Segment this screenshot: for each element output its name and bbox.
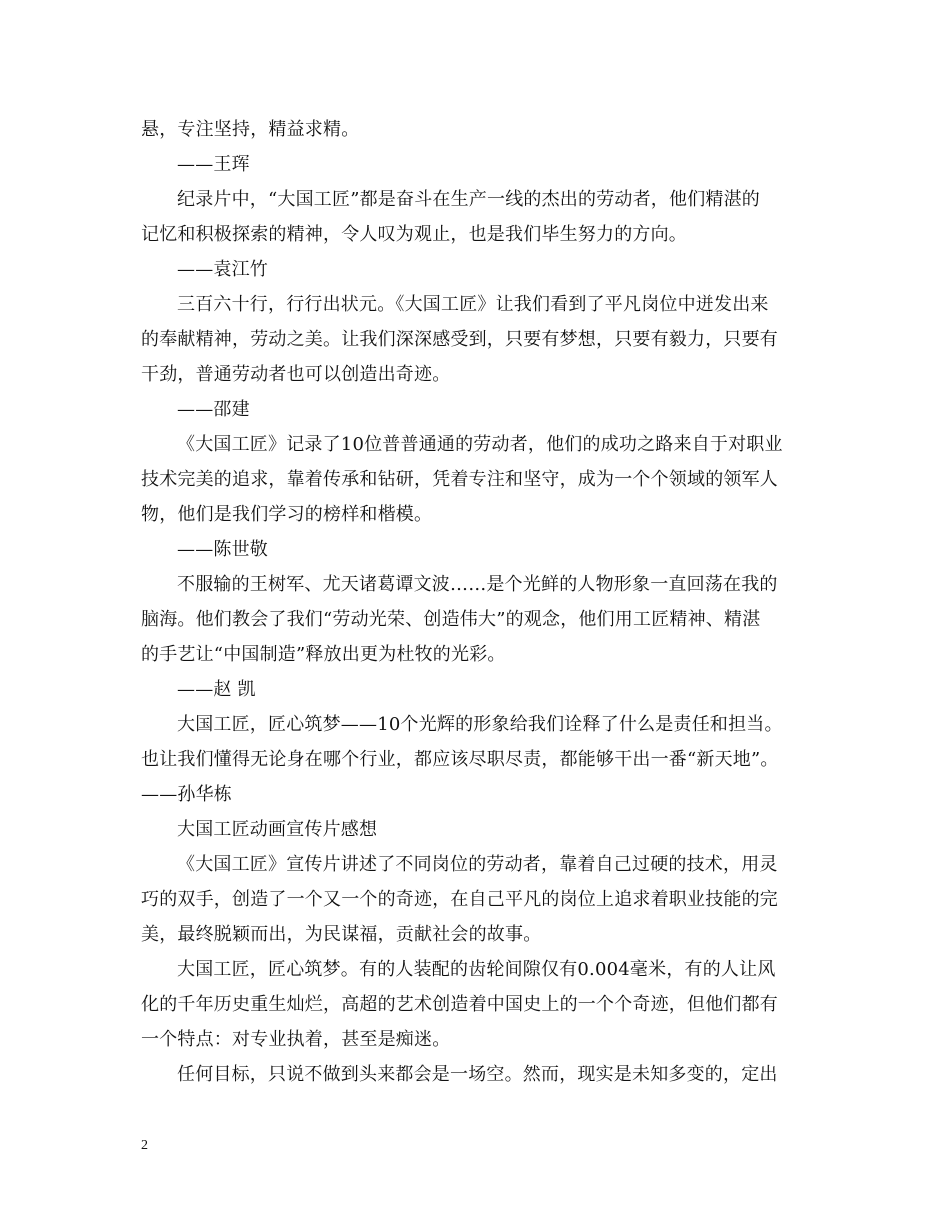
text-line: 大国工匠，匠心筑梦。有的人装配的齿轮间隙仅有0.004毫米，有的人让风 [177, 959, 776, 980]
text-line: 三百六十行，行行出状元。《大国工匠》让我们看到了平凡岗位中迸发出来 [177, 294, 769, 315]
text-line: 的奉献精神，劳动之美。让我们深深感受到，只要有梦想，只要有毅力，只要有 [141, 329, 778, 350]
text-line: 也让我们懂得无论身在哪个行业，都应该尽职尽责，都能够干出一番“新天地”。 [141, 749, 779, 770]
text-line: 化的千年历史重生灿烂，高超的艺术创造着中国史上的一个个奇迹，但他们都有 [141, 994, 778, 1015]
text-line: 美，最终脱颖而出，为民谋福，贡献社会的故事。 [141, 924, 542, 945]
text-line: 不服输的王树军、尤天诸葛谭文波……是个光鲜的人物形象一直回荡在我的 [177, 574, 778, 595]
text-line: 技术完美的追求，靠着传承和钻研，凭着专注和坚守，成为一个个领域的领军人 [141, 469, 778, 490]
text-line: 干劲，普通劳动者也可以创造出奇迹。 [141, 364, 451, 385]
text-line: 纪录片中，“大国工匠”都是奋斗在生产一线的杰出的劳动者，他们精湛的 [177, 189, 761, 210]
author-signature: ——孙华栋 [141, 784, 232, 805]
text-line: 任何目标，只说不做到头来都会是一场空。然而，现实是未知多变的，定出 [177, 1064, 778, 1085]
author-signature: ——王珲 [177, 154, 250, 175]
text-line: 《大国工匠》记录了10位普普通通的劳动者，他们的成功之路来自于对职业 [177, 434, 783, 455]
text-line: 记忆和积极探索的精神，令人叹为观止，也是我们毕生努力的方向。 [141, 224, 687, 245]
text-line: 一个特点：对专业执着，甚至是痴迷。 [141, 1029, 451, 1050]
author-signature: ——袁江竹 [177, 259, 268, 280]
text-line: 脑海。他们教会了我们“劳动光荣、创造伟大”的观念，他们用工匠精神、精湛 [141, 609, 761, 630]
text-line: 巧的双手，创造了一个又一个的奇迹，在自己平凡的岗位上追求着职业技能的完 [141, 889, 778, 910]
section-heading: 大国工匠动画宣传片感想 [177, 819, 378, 840]
author-signature: ——邵建 [177, 399, 250, 420]
text-line: 悬，专注坚持，精益求精。 [141, 119, 360, 140]
author-signature: ——赵 凯 [177, 679, 256, 700]
text-line: 大国工匠，匠心筑梦——10个光辉的形象给我们诠释了什么是责任和担当。 [177, 714, 783, 735]
author-signature: ——陈世敬 [177, 539, 268, 560]
text-line: 的手艺让“中国制造”释放出更为杜牧的光彩。 [141, 644, 506, 665]
page-number: 2 [141, 1138, 148, 1153]
text-line: 《大国工匠》宣传片讲述了不同岗位的劳动者，靠着自己过硬的技术，用灵 [177, 854, 778, 875]
text-line: 物，他们是我们学习的榜样和楷模。 [141, 504, 433, 525]
